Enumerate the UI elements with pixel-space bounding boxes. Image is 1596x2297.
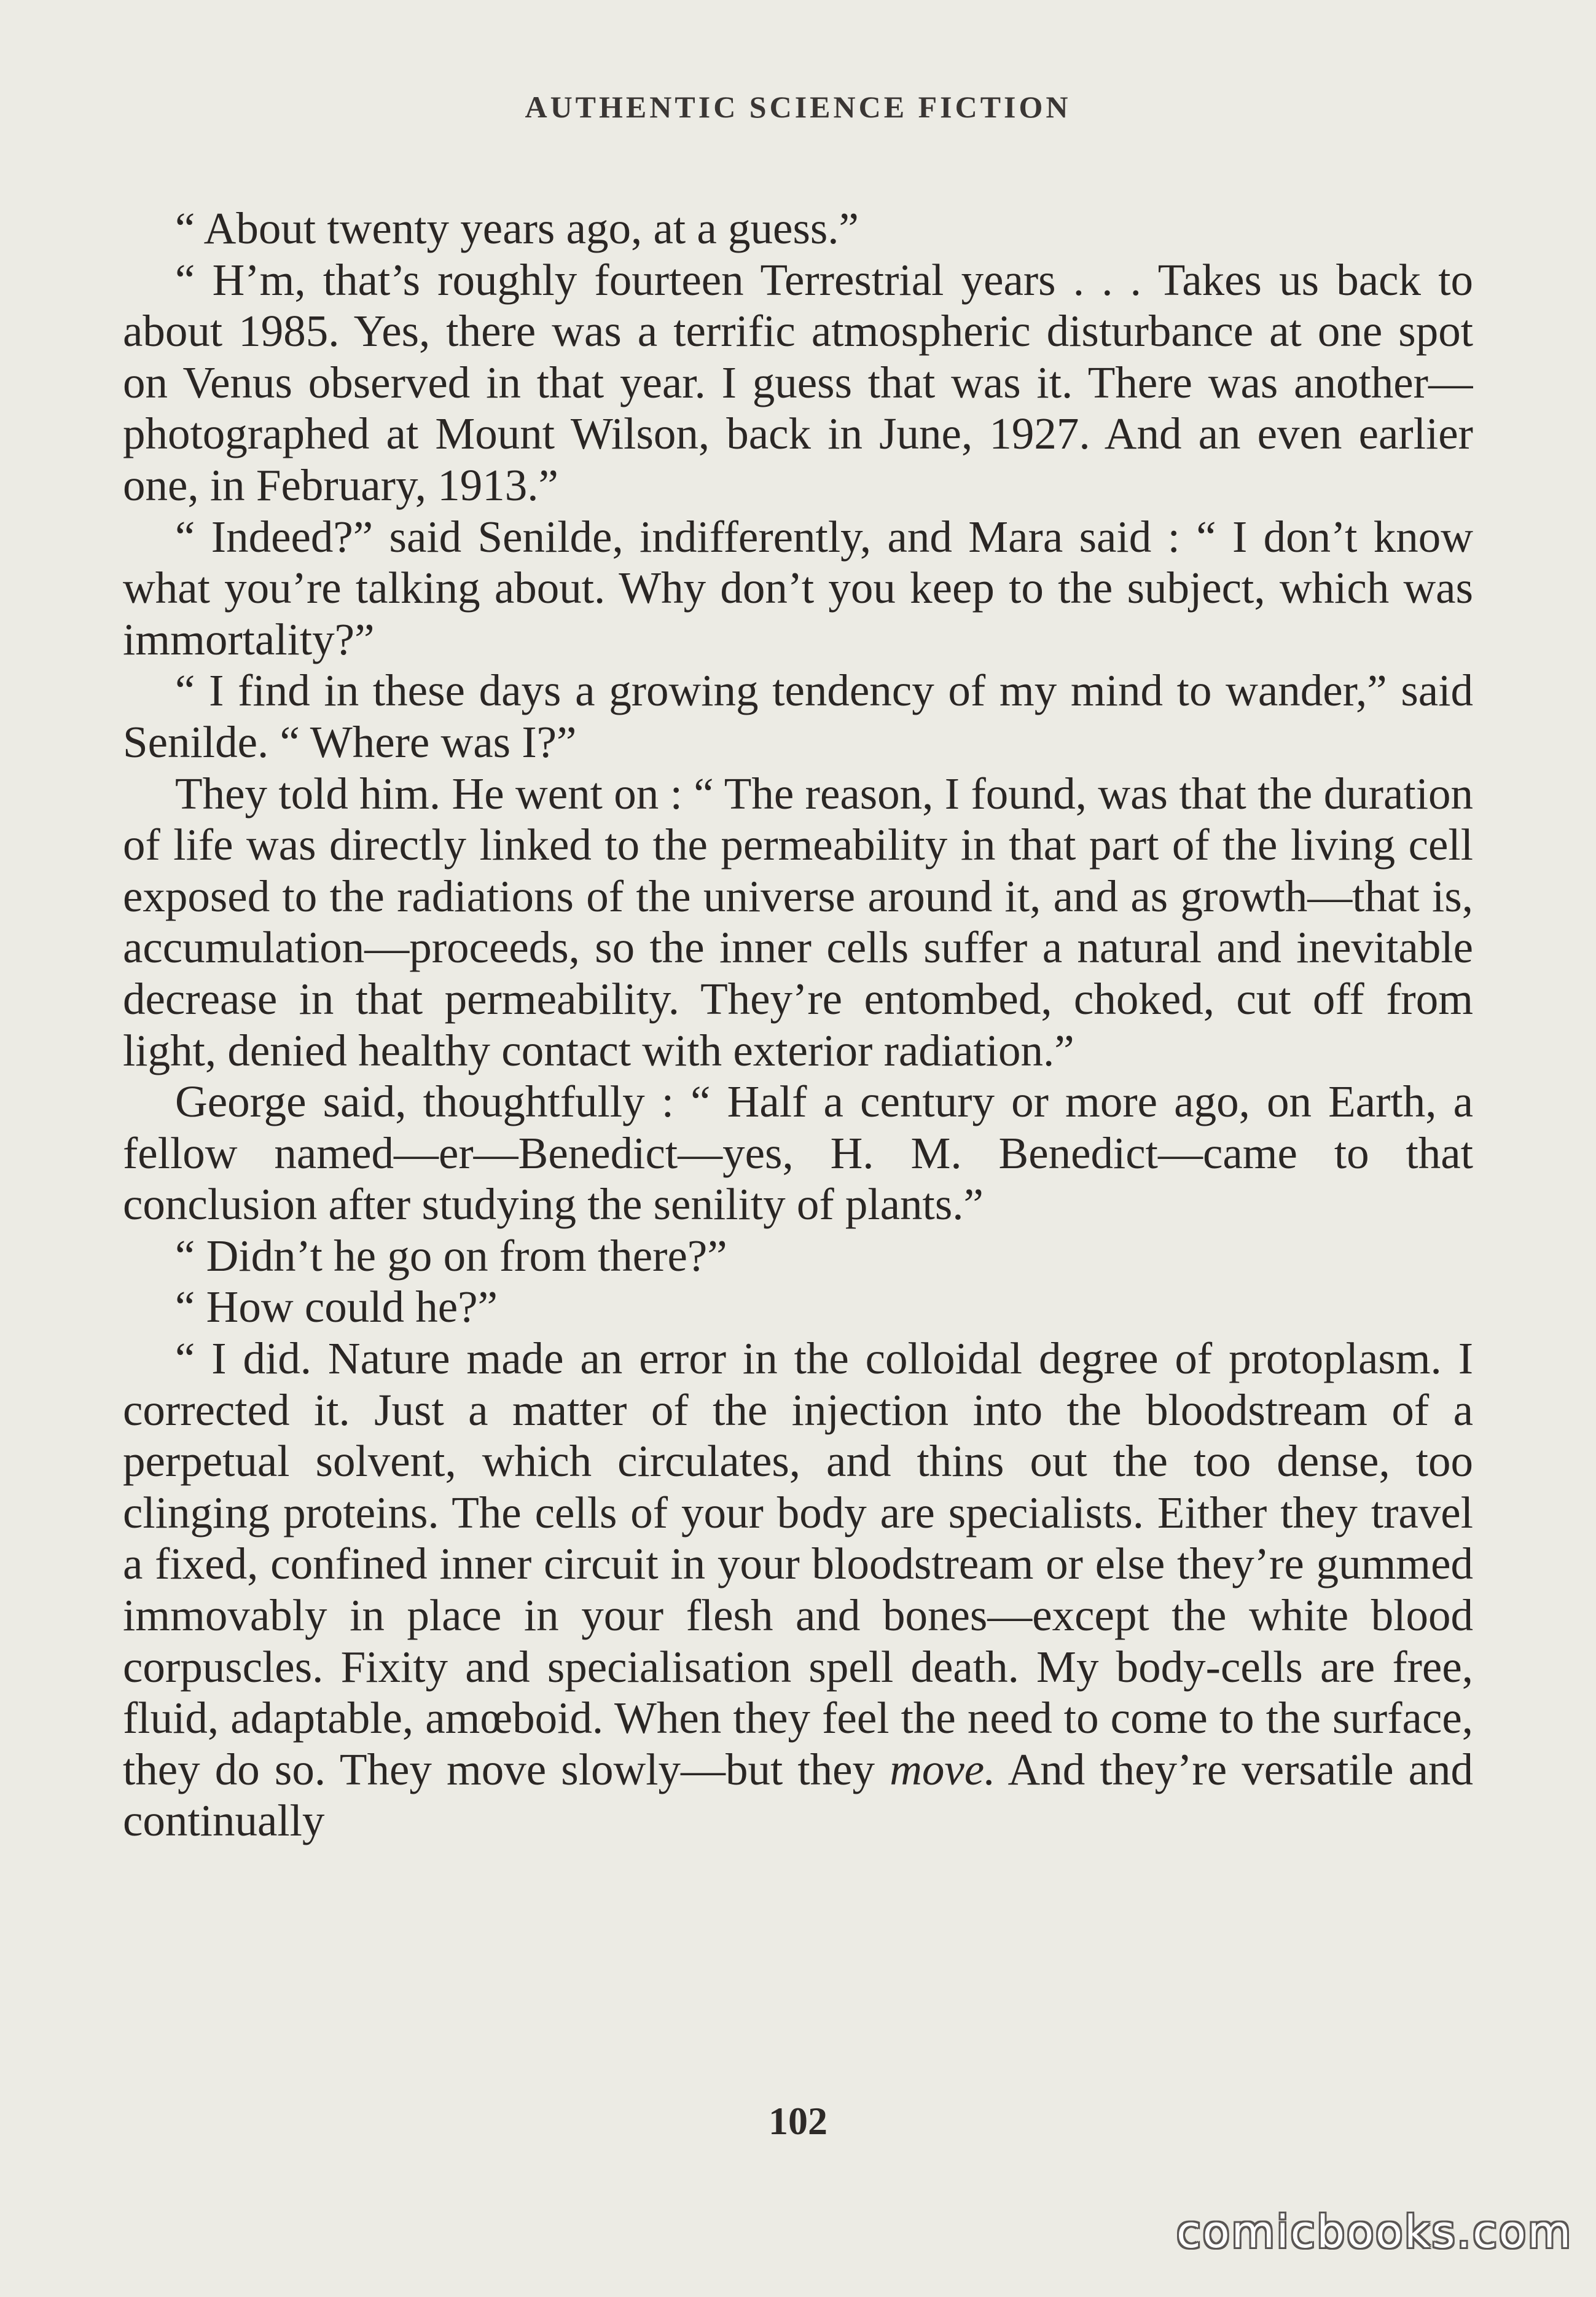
paragraph: George said, thoughtfully : “ Half a century or more ago, on Earth, a fellow named—er—Benedict—yes, H. M. Benedict—came to that conclusion after studying the senility of plants.” bbox=[123, 1077, 1473, 1230]
running-header: AUTHENTIC SCIENCE FICTION bbox=[525, 90, 1071, 124]
paragraph-text: “ I did. Nature made an error in the colloidal degree of protoplasm. I corrected it. Just a matter of the injection into the bloodstream of a perpetual solvent, which circulates, and thins out the too dense, too clinging proteins. The cells of your body are specialists. Either they travel a fixed, confined inner circuit in your bloodstream or else they’re gummed immovably in place in your flesh and bones—except the white blood corpuscles. Fixity and specialisation spell death. My body-cells are free, fluid, adaptable, amœboid. When they feel the need to come to the surface, they do so. They move slowly—but they bbox=[123, 1333, 1473, 1794]
paragraph: “ I find in these days a growing tendency of my mind to wander,” said Senilde. “ Where was I?” bbox=[123, 666, 1473, 767]
paragraph: “ H’m, that’s roughly fourteen Terrestrial years . . . Takes us back to about 1985. Yes, there was a terrific atmospheric disturbance at one spot on Venus observed in that year. I guess that was it. There was another—photographed at Mount Wilson, back in June, 1927. And an even earlier one, in February, 1913.” bbox=[123, 254, 1473, 510]
page-number: 102 bbox=[769, 2099, 827, 2143]
paragraph: They told him. He went on : “ The reason, I found, was that the duration of life was directly linked to the permeability in that part of the living cell exposed to the radiations of the universe around it, and as growth—that is, accumulation—proceeds, so the inner cells suffer a natural and inevitable decrease in that permeability. They’re entombed, choked, cut off from light, denied healthy contact with exterior radiation.” bbox=[123, 768, 1473, 1075]
paragraph-last bbox=[123, 1333, 1473, 1847]
emphasis-text: move. bbox=[890, 1744, 996, 1794]
paragraph: “ About twenty years ago, at a guess.” bbox=[175, 203, 859, 253]
body-text bbox=[123, 203, 1473, 2132]
paragraph: “ How could he?” bbox=[175, 1282, 498, 1332]
paragraph: “ Indeed?” said Senilde, indifferently, and Mara said : “ I don’t know what you’re talking about. Why don’t you keep to the subject, which was immortality?” bbox=[123, 511, 1473, 664]
watermark: comicbooks.com bbox=[1176, 2206, 1573, 2258]
paragraph: “ Didn’t he go on from there?” bbox=[175, 1230, 727, 1281]
paragraph-text: And they’re versatile and continually bbox=[123, 1744, 1473, 1846]
